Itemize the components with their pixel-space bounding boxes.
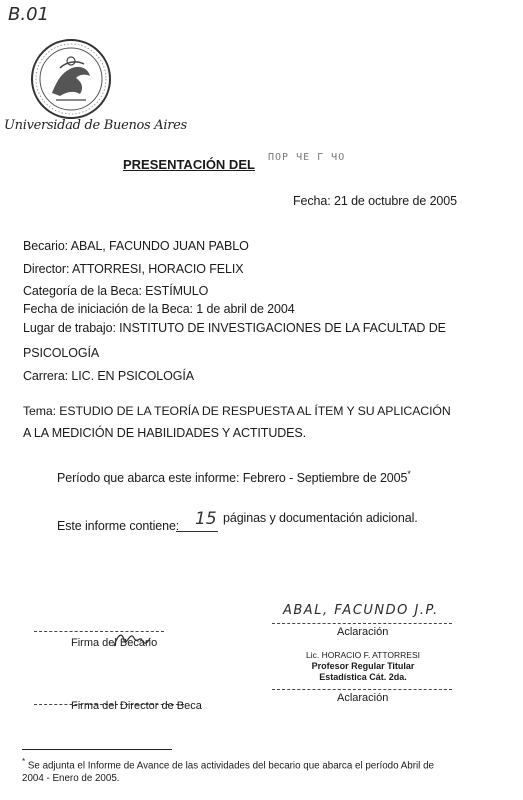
- becario-signature-scribble: [112, 628, 152, 657]
- periodo-text: Período que abarca este informe: Febrero - Septiembre de 2005: [57, 471, 408, 486]
- document-title: PRESENTACIÓN DEL: [123, 157, 255, 172]
- director-stamp-name: Lic. HORACIO F. ATTORRESI: [306, 650, 420, 660]
- tema-line-1: Tema: ESTUDIO DE LA TEORÍA DE RESPUESTA AL ÍTEM Y SU APLICACIÓN: [23, 404, 451, 418]
- aclaracion-label-1: Aclaración: [337, 626, 389, 638]
- periodo-line: [57, 469, 411, 485]
- footnote-line-1: [22, 757, 434, 771]
- director-stamp-title: Profesor Regular Titular: [311, 661, 415, 671]
- field-fecha-inicio: Fecha de iniciación de la Beca: 1 de abril de 2004: [23, 302, 295, 316]
- signature-scribble-icon: [112, 628, 152, 652]
- footnote-text-2: 2004 - Enero de 2005.: [22, 773, 120, 784]
- aclaracion-label-2: Aclaración: [337, 692, 389, 704]
- university-name: Universidad de Buenos Aires: [4, 118, 187, 133]
- pages-count-handwritten: 15: [195, 509, 217, 529]
- seal-icon: [30, 38, 112, 120]
- report-date: Fecha: 21 de octubre de 2005: [293, 194, 457, 208]
- title-stamp: ПОР ЧЕ Г ЧО: [268, 152, 346, 163]
- field-lugar-trabajo-cont: PSICOLOGÍA: [23, 346, 100, 360]
- footnote-separator: [22, 749, 172, 750]
- university-seal: [30, 38, 112, 120]
- pages-count-underline: [176, 531, 218, 532]
- becario-signature-label: Firma del Becario: [71, 637, 158, 649]
- field-carrera: Carrera: LIC. EN PSICOLOGÍA: [23, 369, 194, 383]
- contiene-prefix: Este informe contiene:: [57, 519, 180, 533]
- periodo-footnote-mark: *: [407, 469, 411, 479]
- tema-line-2: A LA MEDICIÓN DE HABILIDADES Y ACTITUDES.: [23, 426, 307, 440]
- footnote-text-1: Se adjunta el Informe de Avance de las actividades del becario que abarca el período Abril de: [27, 760, 434, 772]
- footnote-mark: *: [22, 757, 26, 766]
- aclaracion-line-1: [272, 623, 452, 624]
- director-stamp-chair: Estadística Cát. 2da.: [319, 672, 407, 682]
- field-becario: Becario: ABAL, FACUNDO JUAN PABLO: [23, 239, 249, 253]
- document-code: B.01: [8, 4, 49, 25]
- becario-name-handwritten: ABAL, FACUNDO J.P.: [283, 603, 439, 618]
- field-lugar-trabajo: Lugar de trabajo: INSTITUTO DE INVESTIGACIONES DE LA FACULTAD DE: [23, 321, 446, 335]
- field-director: Director: ATTORRESI, HORACIO FELIX: [23, 262, 244, 276]
- director-signature-label: Firma del Director de Beca: [71, 700, 202, 712]
- field-categoria: Categoría de la Beca: ESTÍMULO: [23, 284, 209, 298]
- contiene-suffix: páginas y documentación adicional.: [223, 511, 418, 525]
- aclaracion-line-2: [272, 689, 452, 690]
